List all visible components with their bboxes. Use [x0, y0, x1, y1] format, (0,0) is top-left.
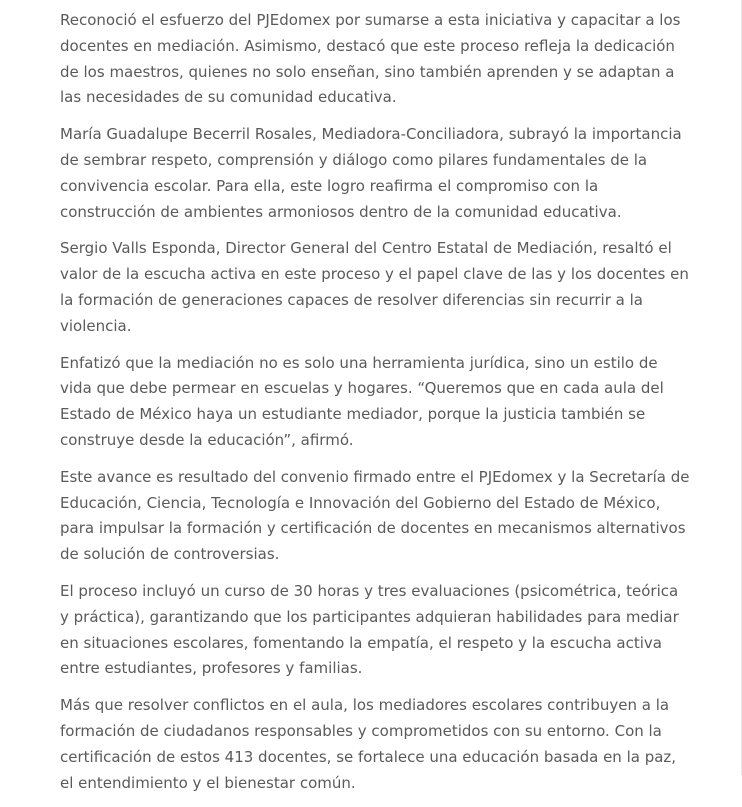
article-paragraph: Enfatizó que la mediación no es solo una herramienta jurídica, sino un estilo de vida que debe permear en escuelas y hogares. “Queremos que en cada aula del Estado de México haya un estudiante mediador, porque la justicia también se construye desde la educación”, afirmó.	[60, 353, 664, 449]
article-paragraph: Este avance es resultado del convenio firmado entre el PJEdomex y la Secretaría de Educación, Ciencia, Tecnología e Innovación del Gobierno del Estado de México, para impulsar la formación y certificación de docentes en mecanismos alternativos de solución de controversias.	[60, 467, 690, 564]
article-paragraph: El proceso incluyó un curso de 30 horas y tres evaluaciones (psicométrica, teórica y práctica), garantizando que los participantes adquieran habilidades para mediar en situaciones escolares, fomentando la empatía, el respeto y la escucha activa entre estudiantes, profesores y familias.	[60, 581, 679, 678]
article-paragraph: Más que resolver conflictos en el aula, los mediadores escolares contribuyen a la formación de ciudadanos responsables y comprometidos con su entorno. Con la certificación de estos 413 docentes, se fortalece una educación basada en la paz, el entendimiento y el bienestar común.	[60, 696, 677, 792]
article-paragraph: María Guadalupe Becerril Rosales, Mediadora-Conciliadora, subrayó la importancia de sembrar respeto, comprensión y diálogo como pilares fundamentales de la convivencia escolar. Para ella, este logro reafirma el compromiso con la construcción de ambientes armoniosos dentro de la comunidad educativa.	[60, 125, 682, 221]
article-paragraph: Reconoció el esfuerzo del PJEdomex por sumarse a esta iniciativa y capacitar a los docentes en mediación. Asimismo, destacó que este proceso refleja la dedicación de los maestros, quienes no solo enseñan, sino también aprenden y se adaptan a las necesidades de su comunidad educativa.	[60, 11, 681, 107]
article-paragraph: Sergio Valls Esponda, Director General del Centro Estatal de Mediación, resaltó el valor de la escucha activa en este proceso y el papel clave de las y los docentes en la formación de generaciones capaces de resolver diferencias sin recurrir a la violencia.	[60, 239, 689, 335]
article-body	[60, 8, 690, 807]
